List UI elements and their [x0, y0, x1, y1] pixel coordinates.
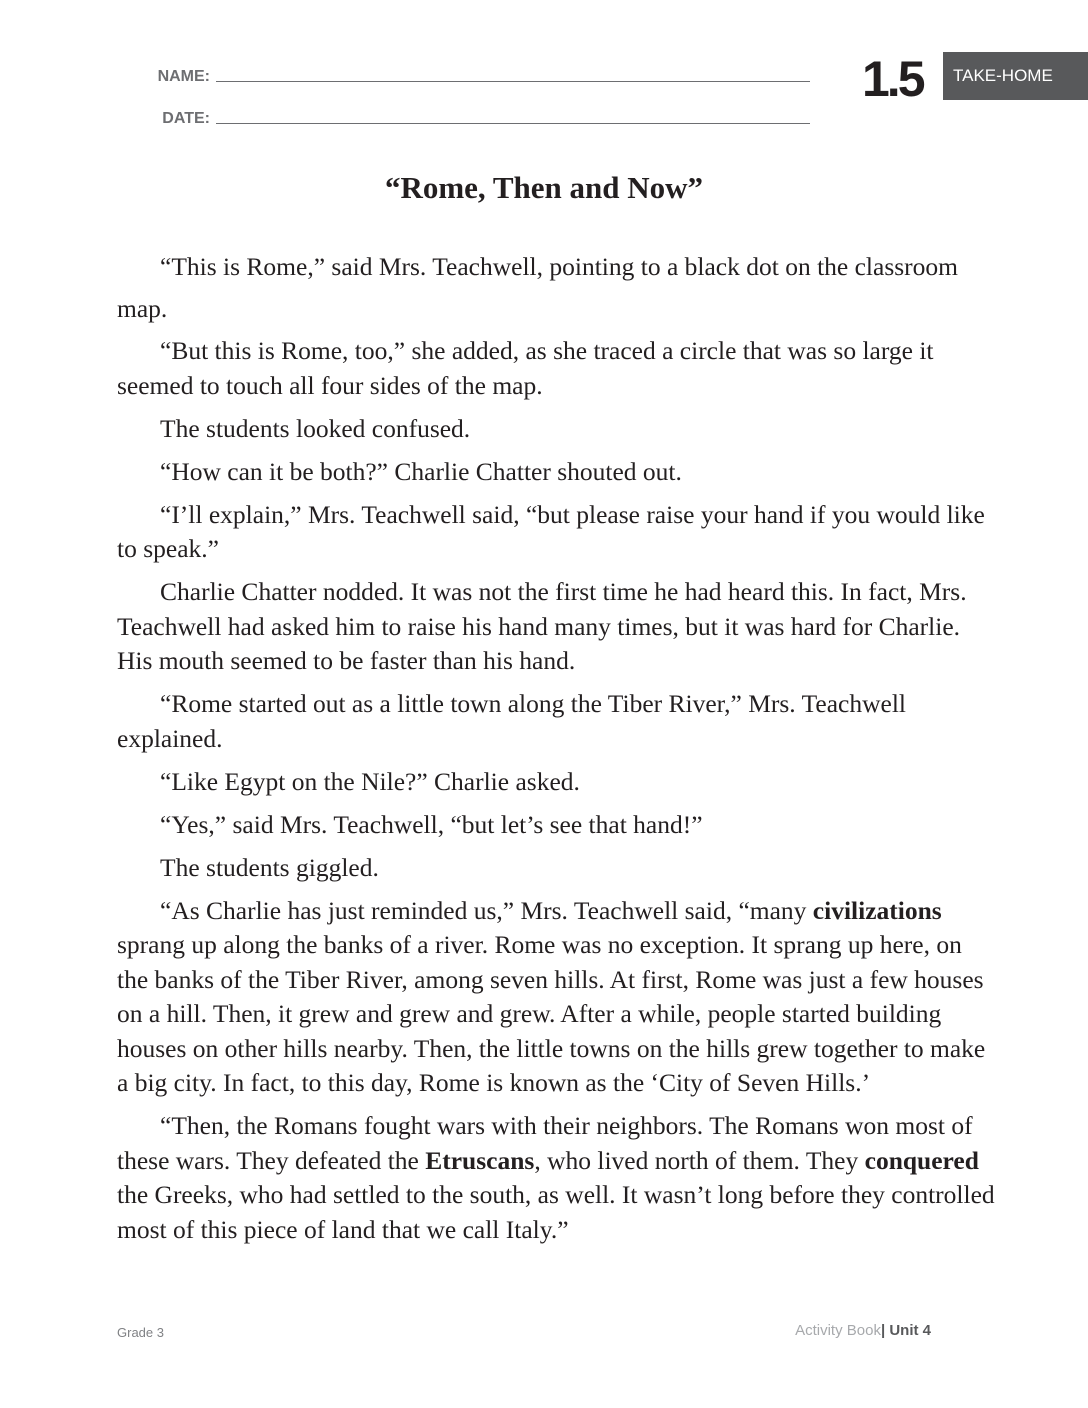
date-line[interactable]: [216, 122, 810, 124]
paragraph: The students giggled.: [160, 852, 379, 882]
name-line[interactable]: [216, 80, 810, 82]
paragraph: “Yes,” said Mrs. Teachwell, “but let’s see that hand!”: [160, 809, 703, 839]
vocab-word: civilizations: [812, 895, 942, 925]
paragraph: “How can it be both?” Charlie Chatter shouted out.: [160, 456, 682, 486]
paragraph: “As Charlie has just reminded us,” Mrs. Teachwell said, “many civilizations sprang up along the banks of a river. Rome was no exception. It sprang up here, on the banks of the Tiber River, among seven hills. At first, Rome was just a few houses on a hill. Then, it grew and grew and grew. After a while, people started building houses on other hills nearby. Then, the little towns on the hills grew together to make a big city. In fact, to this day, Rome is known as the ‘City of Seven Hills.’: [117, 895, 986, 1097]
date-label: DATE:: [162, 110, 210, 127]
paragraph: The students looked confused.: [160, 413, 471, 443]
name-field: [148, 68, 810, 86]
footer-unit: Unit 4: [889, 1322, 931, 1339]
paragraph: “Like Egypt on the Nile?” Charlie asked.: [160, 766, 580, 796]
paragraph: “This is Rome,” said Mrs. Teachwell, pointing to a black dot on the classroom map.: [117, 252, 959, 323]
vocab-word: Etruscans: [425, 1145, 535, 1175]
footer-book-unit: [795, 1322, 931, 1339]
paragraph: “But this is Rome, too,” she added, as she traced a circle that was so large it seemed to touch all four sides of the map.: [117, 336, 934, 400]
vocab-word: conquered: [864, 1145, 979, 1175]
paragraph: “Then, the Romans fought wars with their neighbors. The Romans won most of these wars. They defeated the Etruscans, who lived north of them. They conquered the Greeks, who had settled to the south, as well. It wasn’t long before they controlled most of this piece of land that we call Italy.”: [117, 1111, 995, 1244]
footer-book: Activity Book: [795, 1322, 881, 1339]
paragraph: Charlie Chatter nodded. It was not the first time he had heard this. In fact, Mrs. Teachwell had asked him to raise his hand many times, but it was hard for Charlie. His mouth seemed to be faster than his hand.: [117, 577, 967, 675]
paragraph: “I’ll explain,” Mrs. Teachwell said, “but please raise your hand if you would like to speak.”: [117, 499, 985, 563]
date-field: [148, 110, 810, 128]
take-home-tag: TAKE-HOME: [943, 52, 1088, 100]
page-title: “Rome, Then and Now”: [384, 170, 704, 205]
lesson-number: 1.5: [862, 51, 923, 107]
paragraph: “Rome started out as a little town along the Tiber River,” Mrs. Teachwell explained.: [117, 689, 906, 753]
name-label: NAME:: [157, 68, 210, 85]
footer-grade: Grade 3: [117, 1325, 164, 1340]
footer-separator: |: [880, 1322, 886, 1339]
story-body: [117, 246, 997, 1256]
